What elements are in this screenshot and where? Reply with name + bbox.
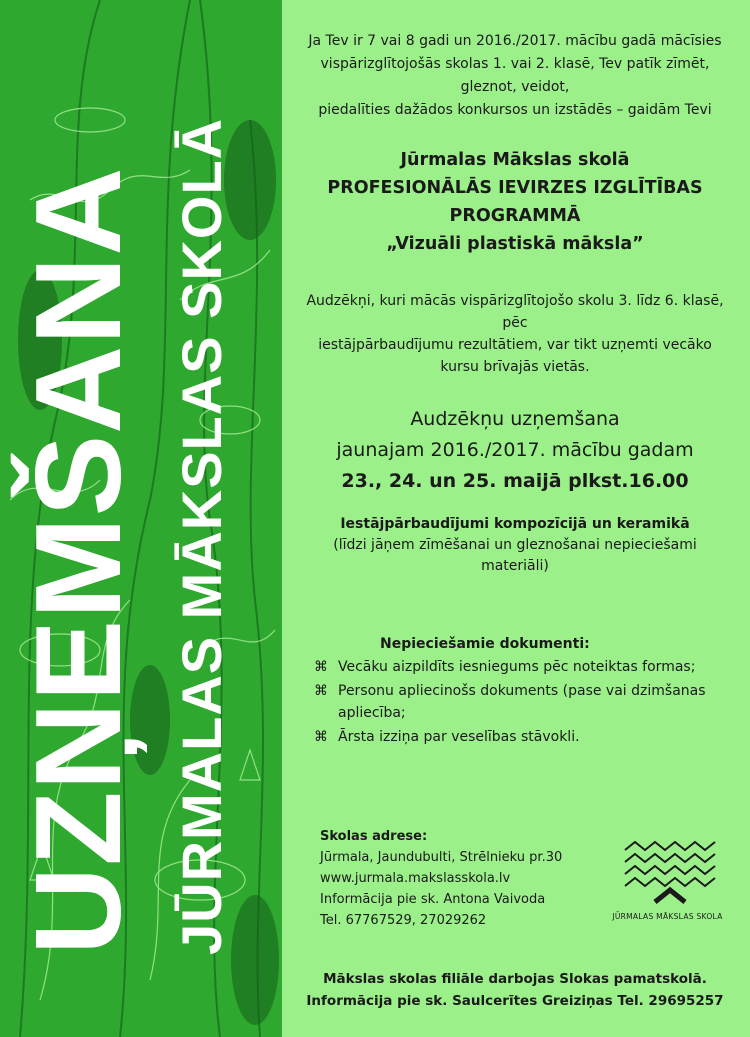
vertical-title: UZŅEMŠANA xyxy=(10,166,146,955)
admission-line: jaunajam 2016./2017. mācību gadam xyxy=(336,439,694,461)
exams-title: Iestājpārbaudījumi kompozīcijā un keramikā xyxy=(340,516,690,532)
footer-line: Informācija pie sk. Saulcerītes Greiziņas Tel. 29695257 xyxy=(306,993,724,1009)
list-item xyxy=(314,726,734,748)
exams-info xyxy=(295,514,735,577)
document-item: Vecāku aizpildīts iesniegums pēc noteiktas formas; xyxy=(338,659,696,675)
program-name: „Vizuāli plastiskā māksla” xyxy=(386,234,644,254)
school-address xyxy=(320,826,600,931)
list-item xyxy=(314,680,734,724)
logo-text: JŪRMALAS MĀKSLAS SKOLA xyxy=(612,912,723,921)
address-phone: Tel. 67767529, 27029262 xyxy=(320,913,487,928)
program-line: PROGRAMMĀ xyxy=(449,206,581,226)
students-line: Audzēkņi, kuri mācās vispārizglītojošo skolu 3. līdz 6. klasē, xyxy=(306,293,724,309)
exams-line: materiāli) xyxy=(481,558,549,574)
footer-line: Mākslas skolas filiāle darbojas Slokas pamatskolā. xyxy=(323,971,707,987)
document-item: Personu apliecinošs dokuments (pase vai dzimšanas apliecība; xyxy=(338,683,706,721)
students-line: pēc xyxy=(502,315,528,331)
admission-info xyxy=(295,404,735,497)
program-heading xyxy=(295,146,735,258)
address-title: Skolas adrese: xyxy=(320,829,428,844)
students-line: kursu brīvajās vietās. xyxy=(440,359,590,375)
address-web: www.jurmala.makslasskola.lv xyxy=(320,871,511,886)
intro-text xyxy=(295,30,735,122)
exams-line: (līdzi jāņem zīmēšanai un gleznošanai nepieciešami xyxy=(333,537,697,553)
bullet-icon: ⌘ xyxy=(314,683,328,699)
document-item: Ārsta izziņa par veselības stāvokli. xyxy=(338,729,580,745)
intro-line: gleznot, veidot, xyxy=(460,79,570,95)
documents-title: Nepieciešamie dokumenti: xyxy=(380,636,590,652)
bullet-icon: ⌘ xyxy=(314,659,328,675)
address-info: Informācija pie sk. Antona Vaivoda xyxy=(320,892,546,907)
artwork-strip xyxy=(0,0,282,1037)
intro-line: Ja Tev ir 7 vai 8 gadi un 2016./2017. mācību gadā mācīsies xyxy=(308,33,722,49)
bullet-icon: ⌘ xyxy=(314,729,328,745)
intro-line: piedalīties dažādos konkursos un izstādēs – gaidām Tevi xyxy=(318,102,712,118)
older-students-text xyxy=(295,290,735,378)
footer-info xyxy=(295,968,735,1012)
list-item xyxy=(314,656,734,678)
intro-line: vispārizglītojošās skolas 1. vai 2. klasē, Tev patīk zīmēt, xyxy=(320,56,710,72)
admission-date: 23., 24. un 25. maijā plkst.16.00 xyxy=(341,470,689,492)
vertical-school-name: JŪRMALAS MĀKSLAS SKOLĀ xyxy=(170,117,233,955)
program-line: PROFESIONĀLĀS IEVIRZES IZGLĪTĪBAS xyxy=(327,178,703,198)
address-street: Jūrmala, Jaundubulti, Strēlnieku pr.30 xyxy=(320,850,563,865)
program-line: Jūrmalas Mākslas skolā xyxy=(400,150,630,170)
admission-line: Audzēkņu uzņemšana xyxy=(410,408,620,430)
students-line: iestājpārbaudījumu rezultātiem, var tikt uzņemti vecāko xyxy=(318,337,712,353)
documents-list xyxy=(314,656,734,750)
